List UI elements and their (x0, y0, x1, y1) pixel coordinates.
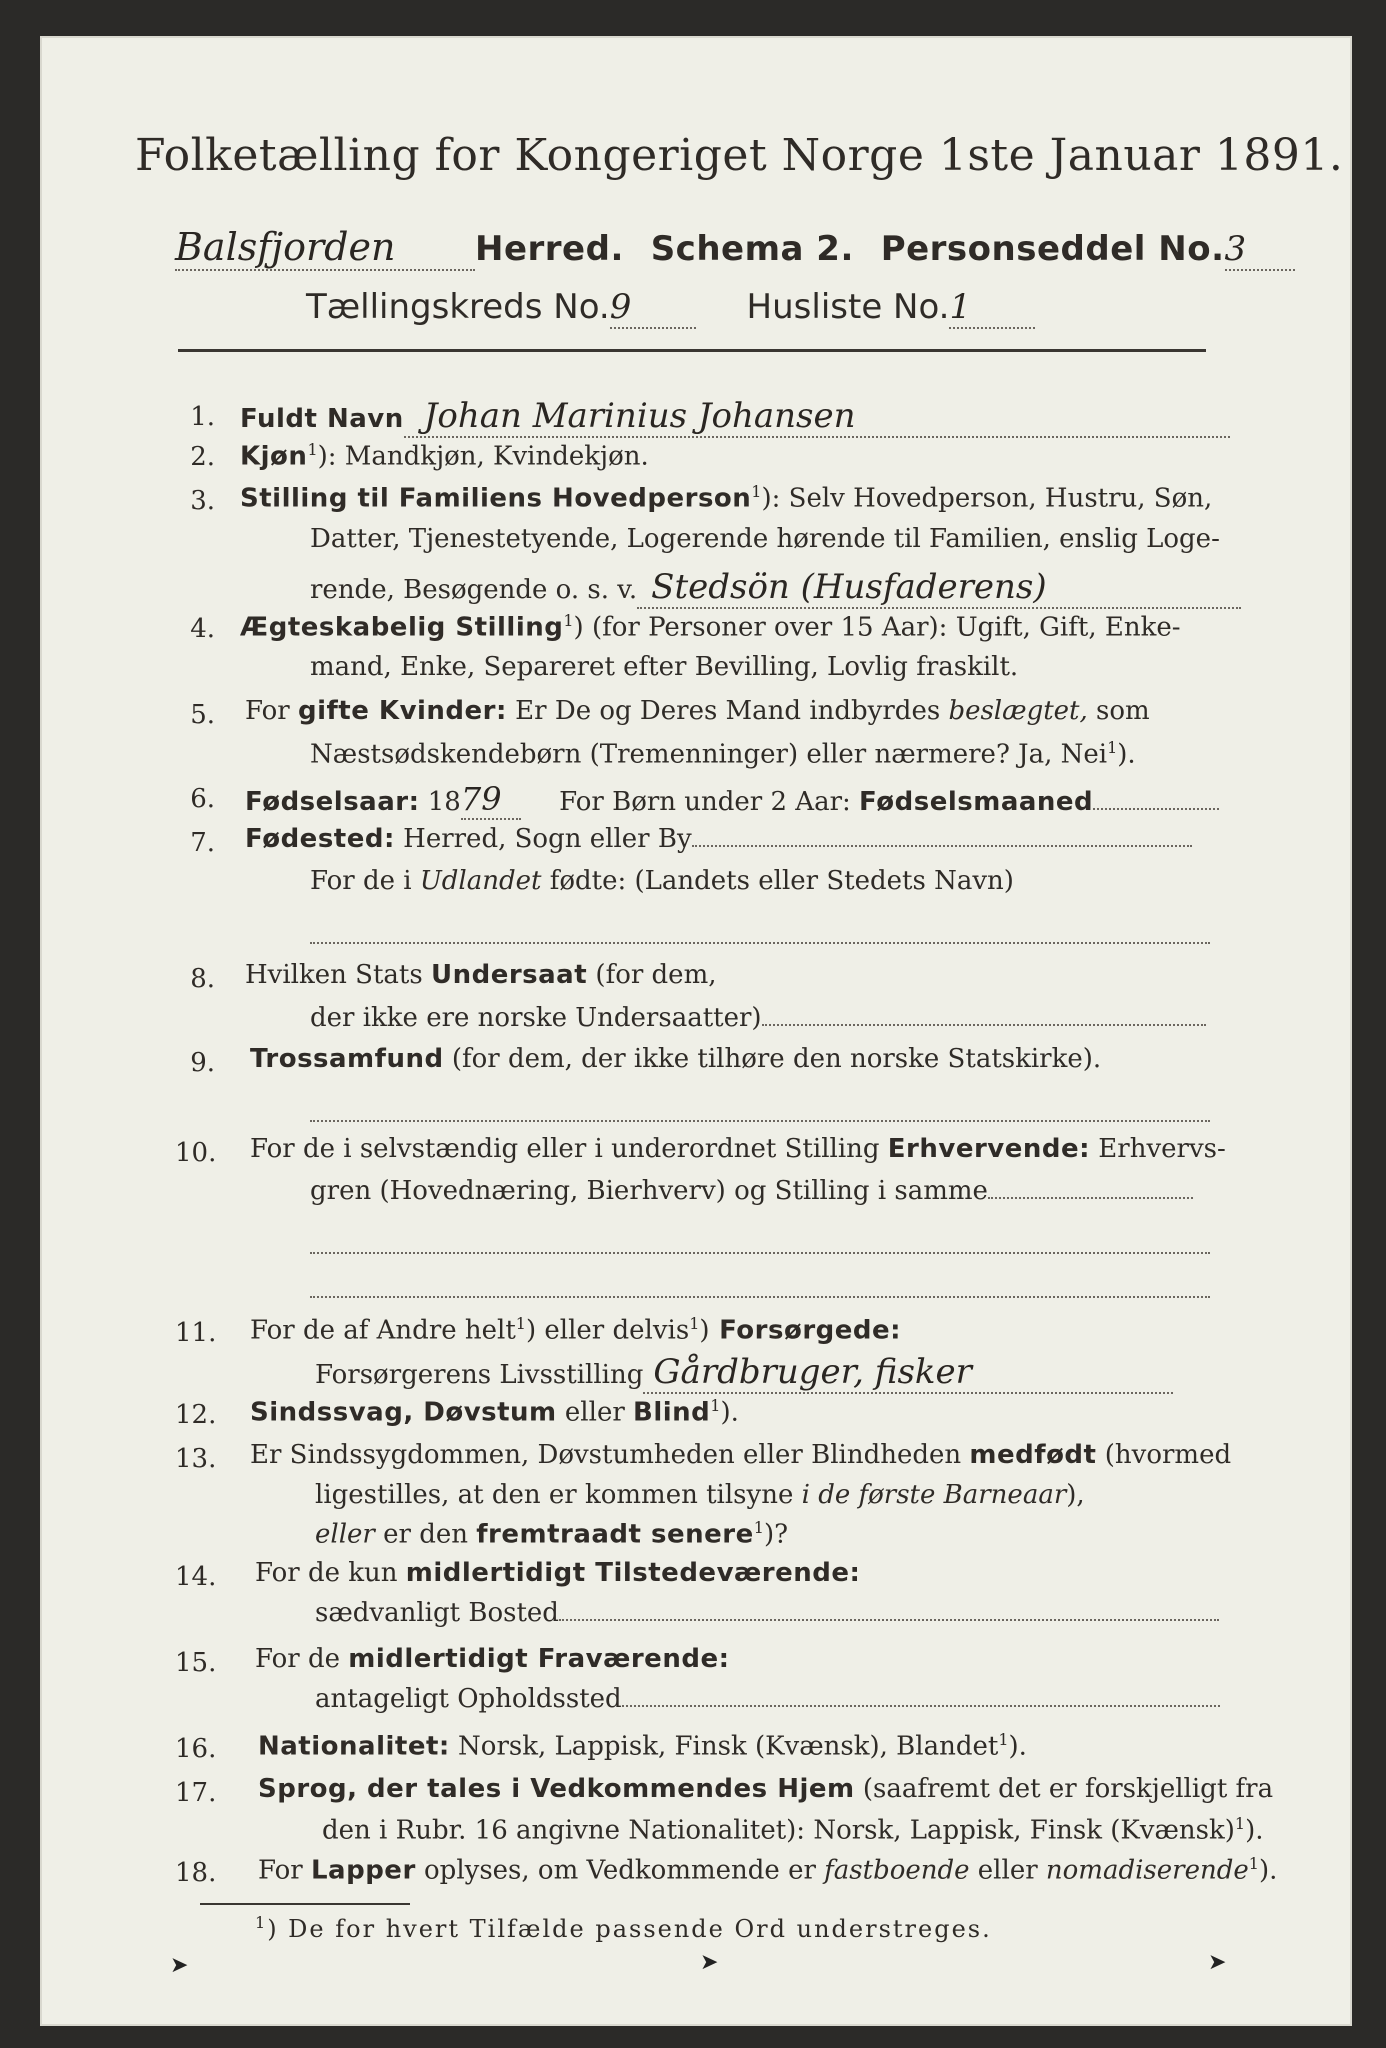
footnote-ref: 1 (1248, 1854, 1259, 1873)
item-number: 17. (175, 1778, 217, 1808)
item-number: 8. (190, 964, 215, 994)
religion-note: (for dem, der ikke tilhøre den norske Statskirke). (443, 1044, 1102, 1074)
footnote-ref: 1 (307, 440, 318, 459)
text: Næstsødskendebørn (Tremenninger) eller nærmere? Ja, Nei (310, 739, 1108, 770)
religion-field (310, 1090, 1210, 1122)
marital-status-line2: mand, Enke, Separeret efter Bevilling, Lovlig fraskilt. (310, 652, 1019, 682)
occupation-field (988, 1197, 1193, 1199)
item-family-position: Stilling til Familiens Hovedperson$^1$): Selv Hovedperson, Hustru, Søn, (240, 482, 1213, 514)
abroad-term: Udlandet (419, 866, 542, 896)
footnote (255, 1913, 992, 1943)
temporary-present-line2 (315, 1598, 1219, 1628)
item-language (258, 1774, 1273, 1804)
occupation-field-2 (310, 1222, 1210, 1254)
item-citizenship (245, 960, 716, 990)
text: som (1087, 696, 1150, 726)
birth-year-prefix: 18 (427, 787, 461, 817)
text: (for dem, (587, 960, 717, 990)
text: ), (1066, 1480, 1085, 1510)
item-number: 13. (175, 1444, 217, 1474)
item-number: 11. (175, 1318, 217, 1348)
herred-label: Herred. (475, 229, 624, 269)
text: sædvanligt Bosted (315, 1598, 559, 1628)
item-congenital (250, 1440, 1231, 1470)
item-lapps: For Lapper oplyses, om Vedkommende er fastboende eller nomadiserende$^1$). (258, 1854, 1278, 1886)
text: (saafremt det er forskjelligt fra (854, 1774, 1274, 1804)
text: ligestilles, at den er kommen tilsyne (315, 1480, 802, 1510)
language-label: Sprog, der tales i Vedkommendes Hjem (258, 1774, 855, 1804)
birthplace-label: Fødested: (245, 824, 395, 854)
item-supported: For de af Andre helt$^1$) eller delvis$^1$) Forsørgede: (250, 1314, 902, 1346)
citizenship-label: Undersaat (430, 960, 588, 990)
married-women-line2: Næstsødskendebørn (Tremenninger) eller nærmere? Ja, Nei$^1$). (310, 738, 1136, 770)
item-religion (250, 1044, 1101, 1074)
item-number: 4. (190, 614, 215, 644)
occupation-line2 (310, 1176, 1193, 1206)
footnote-ref: 1 (998, 1730, 1009, 1749)
item-number: 3. (190, 486, 215, 516)
disability-label: Sindssvag, Døvstum (250, 1397, 557, 1428)
item-number: 1. (190, 402, 215, 432)
text: Hvilken Stats (245, 960, 431, 990)
header-row-1 (175, 225, 1295, 271)
resident-term: fastboende (824, 1855, 970, 1886)
text: For de (255, 1644, 349, 1674)
text: For (245, 696, 298, 726)
text: den i Rubr. 16 angivne Nationalitet): Norsk, Lappisk, Finsk (Kvænsk) (322, 1815, 1235, 1846)
text: er den (374, 1519, 477, 1550)
arrow-mark-icon: ➤ (700, 1950, 719, 1975)
footnote-ref: 1 (563, 611, 574, 630)
personseddel-label: Personseddel No. (880, 229, 1225, 269)
item-sex: Kjøn$^1$): Mandkjøn, Kvindekjøn. (240, 440, 649, 472)
family-position-line1: Selv Hovedperson, Hustru, Søn, (788, 483, 1213, 514)
item-number: 12. (175, 1400, 217, 1430)
item-number: 16. (175, 1734, 217, 1764)
text: Erhvervs- (1090, 1134, 1226, 1164)
birth-month-note: For Børn under 2 Aar: (559, 787, 860, 817)
item-temporary-present (255, 1558, 860, 1588)
footnote-ref: 1 (753, 1518, 764, 1537)
supported-line2 (315, 1352, 1173, 1394)
religion-label: Trossamfund (250, 1044, 444, 1074)
congenital-line3: eller er den fremtraadt senere$^1$)? (315, 1518, 789, 1550)
family-position-line3-text: rende, Besøgende o. s. v. (310, 575, 638, 605)
text: antageligt Opholdssted (315, 1684, 622, 1714)
item-number: 9. (190, 1048, 215, 1078)
related-term: beslægtet, (948, 696, 1088, 726)
header-row-2 (306, 287, 1035, 329)
marital-status-label: Ægteskabelig Stilling (240, 612, 564, 643)
birthplace-abroad-field (310, 912, 1210, 944)
birth-month-field (1093, 808, 1219, 810)
arrow-mark-icon: ➤ (1208, 1950, 1227, 1975)
birth-month-label: Fødselsmaaned (859, 787, 1094, 817)
item-number: 10. (175, 1138, 217, 1168)
family-position-label: Stilling til Familiens Hovedperson (240, 483, 752, 514)
text: eller (315, 1519, 375, 1550)
full-name-value: Johan Marinius Johansen (404, 396, 1230, 438)
footnote-ref: 1 (689, 1314, 700, 1333)
item-number: 14. (175, 1562, 217, 1592)
item-number: 7. (190, 828, 215, 858)
husliste-value: 1 (949, 287, 1035, 329)
item-occupation (250, 1134, 1226, 1164)
married-women-label: gifte Kvinder: (297, 696, 507, 726)
item-nationality: Nationalitet: Norsk, Lappisk, Finsk (Kvænsk), Blandet$^1$). (258, 1730, 1027, 1762)
citizenship-field (762, 1024, 1206, 1026)
schema-label: Schema 2. (650, 229, 854, 269)
temporary-absent-line2 (315, 1684, 1220, 1714)
item-number: 2. (190, 442, 215, 472)
birthplace-line2 (310, 866, 1014, 896)
item-birth-year (245, 780, 1219, 820)
marital-status-line1: (for Personer over 15 Aar): Ugift, Gift, Enke- (591, 612, 1181, 643)
presumed-residence-field (622, 1705, 1220, 1707)
kreds-label: Tællingskreds No. (306, 287, 610, 327)
birth-year-value: 79 (461, 780, 521, 820)
footnote-ref: 1 (1107, 738, 1118, 757)
item-number: 6. (190, 784, 215, 814)
citizenship-line2 (310, 1003, 1206, 1033)
item-number: 18. (175, 1858, 217, 1888)
family-position-line2: Datter, Tjenestetyende, Logerende hørende til Familien, enslig Loge- (310, 524, 1220, 554)
text: eller delvis (536, 1315, 690, 1346)
occupation-field-3 (310, 1266, 1210, 1298)
later-label: fremtraadt senere (476, 1519, 754, 1550)
provider-occupation-value: Gårdbruger, fisker (643, 1352, 1173, 1394)
item-number: 15. (175, 1648, 217, 1678)
blind-label: Blind (633, 1397, 711, 1428)
language-line2: den i Rubr. 16 angivne Nationalitet): Norsk, Lappisk, Finsk (Kvænsk)$^1$). (322, 1814, 1264, 1846)
footnote-ref: 1 (751, 482, 762, 501)
full-name-label: Fuldt Navn (240, 404, 404, 434)
footnote-ref: 1 (710, 1396, 721, 1415)
footnote-text: ) De for hvert Tilfælde passende Ord understreges. (267, 1915, 992, 1943)
text: For de i (310, 866, 420, 896)
temporary-present-label: midlertidigt Tilstedeværende: (405, 1558, 861, 1588)
item-marital-status: Ægteskabelig Stilling$^1$) (for Personer over 15 Aar): Ugift, Gift, Enke- (240, 611, 1181, 643)
item-number: 5. (190, 700, 215, 730)
text: eller (969, 1855, 1046, 1886)
footnote-ref: 1 (1234, 1814, 1246, 1833)
footnote-divider (200, 1903, 410, 1905)
temporary-absent-label: midlertidigt Fraværende: (348, 1644, 730, 1674)
form-title: Folketælling for Kongeriget Norge 1ste Januar 1891. (135, 130, 1344, 181)
item-birthplace (245, 824, 1192, 854)
family-position-line3 (310, 567, 1241, 609)
congenital-label: medfødt (969, 1440, 1097, 1470)
header-divider (178, 349, 1206, 352)
occupation-label: Erhvervende: (887, 1134, 1091, 1164)
text: For de af Andre helt (250, 1315, 516, 1346)
text: gren (Hovednæring, Bierhverv) og Stilling i samme (310, 1176, 988, 1206)
item-temporary-absent (255, 1644, 729, 1674)
item-disability: Sindssvag, Døvstum eller Blind$^1$). (250, 1396, 739, 1428)
nomadic-term: nomadiserende (1045, 1855, 1249, 1886)
kreds-value: 9 (610, 287, 696, 329)
text: der ikke ere norske Undersaatter) (310, 1003, 762, 1033)
birthplace-field (692, 845, 1192, 847)
text: oplyses, om Vedkommende er (415, 1855, 825, 1886)
family-position-value: Stedsön (Husfaderens) (637, 567, 1241, 609)
birthplace-options: Herred, Sogn eller By (403, 824, 692, 854)
footnote-ref: 1 (255, 1913, 268, 1932)
personseddel-value: 3 (1225, 229, 1295, 271)
text: ? (774, 1519, 789, 1550)
arrow-mark-icon: ➤ (170, 1953, 189, 1978)
text: For (258, 1855, 311, 1886)
nationality-label: Nationalitet: (258, 1731, 450, 1762)
nationality-options: Norsk, Lappisk, Finsk (Kvænsk), Blandet (458, 1731, 999, 1762)
footnote-ref: 1 (515, 1314, 526, 1333)
text: eller (556, 1397, 634, 1428)
text: Er Sindssygdommen, Døvstumheden eller Blindheden (250, 1440, 970, 1470)
sex-label: Kjøn (240, 441, 308, 472)
text: fødte: (Landets eller Stedets Navn) (541, 866, 1014, 896)
lapps-label: Lapper (310, 1855, 416, 1886)
supported-label: Forsørgede: (709, 1315, 902, 1346)
text: Forsørgerens Livsstilling (315, 1360, 644, 1390)
text: For de i selvstændig eller i underordnet Stilling (250, 1134, 888, 1164)
birth-year-label: Fødselsaar: (245, 787, 420, 817)
text: Er De og Deres Mand indbyrdes (506, 696, 949, 726)
childhood-term: i de første Barneaar (801, 1480, 1067, 1510)
usual-residence-field (559, 1619, 1219, 1621)
item-married-women (245, 696, 1150, 726)
item-full-name (240, 396, 1230, 438)
sex-options: Mandkjøn, Kvindekjøn. (344, 441, 649, 472)
congenital-line2 (315, 1480, 1085, 1510)
text: For de kun (255, 1558, 406, 1588)
text: (hvormed (1096, 1440, 1232, 1470)
husliste-label: Husliste No. (746, 287, 950, 327)
herred-value: Balsfjorden (175, 225, 475, 271)
